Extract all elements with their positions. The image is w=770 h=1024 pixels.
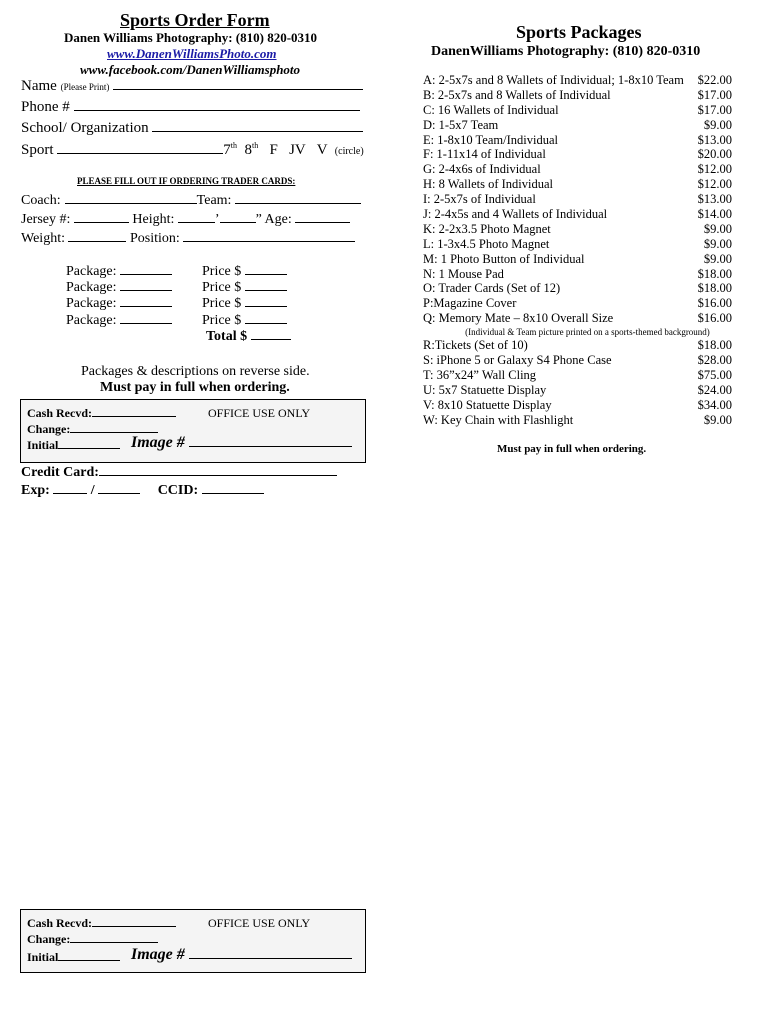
package-row-2: Package: [66, 280, 172, 296]
package-item [423, 281, 732, 296]
order-form-title: Sports Order Form [120, 10, 270, 30]
package-item [423, 296, 732, 311]
package-price: $34.00 [697, 397, 732, 412]
price-row-2: Price $ [202, 280, 287, 296]
package-price: $12.00 [697, 162, 732, 177]
package-item [423, 192, 732, 207]
height-inches-line[interactable] [220, 221, 256, 223]
phone-field[interactable] [21, 99, 360, 116]
position-input-line[interactable] [183, 240, 355, 242]
team-label: Team: [196, 193, 232, 208]
website-link[interactable]: www.DanenWilliamsPhoto.com [107, 46, 277, 61]
office-use-box [20, 399, 366, 463]
coach-label: Coach: [21, 193, 61, 208]
reverse-side-note: Packages & descriptions on reverse side. [81, 364, 310, 379]
package-name: A: 2-5x7s and 8 Wallets of Individual; 1-8x10 Team [423, 73, 684, 87]
level-v-option[interactable]: V [316, 142, 328, 158]
package-price: $9.00 [703, 412, 732, 427]
age-label: Age: [264, 212, 292, 227]
package-item [423, 311, 732, 326]
packages-company-line: DanenWilliams Photography: (810) 820-0310 [431, 44, 701, 59]
credit-card-input-line[interactable] [99, 474, 337, 476]
package-name: F: 1-11x14 of Individual [423, 147, 546, 162]
packages-pay-note: Must pay in full when ordering. [497, 443, 647, 455]
initial-field-bottom[interactable]: Initial [27, 950, 120, 965]
package-name: M: 1 Photo Button of Individual [423, 251, 585, 266]
package-item [423, 133, 732, 148]
package-item [423, 368, 732, 383]
package-item [423, 383, 732, 398]
package-name: K: 2-2x3.5 Photo Magnet [423, 221, 551, 236]
grade-8-option[interactable]: 8th [244, 141, 259, 158]
name-label: Name [21, 78, 57, 94]
package-price: $22.00 [697, 73, 732, 87]
grade-7-option[interactable]: 7th [223, 141, 237, 158]
package-name: S: iPhone 5 or Galaxy S4 Phone Case [423, 353, 612, 368]
sport-field[interactable] [21, 141, 364, 159]
name-field[interactable] [21, 78, 363, 95]
weight-position-row [21, 231, 355, 247]
package-input-2[interactable] [120, 289, 172, 291]
package-price: $17.00 [697, 102, 732, 117]
office-use-label: OFFICE USE ONLY [208, 406, 311, 420]
package-row-1: Package: [66, 264, 172, 280]
cash-received-field-bottom[interactable]: Cash Recvd: [27, 916, 176, 931]
package-item [423, 118, 732, 133]
price-row-1: Price $ [202, 264, 287, 280]
price-input-3[interactable] [245, 305, 287, 307]
age-input-line[interactable] [295, 221, 350, 223]
package-price: $20.00 [697, 147, 732, 162]
package-item [423, 338, 732, 353]
package-price: $13.00 [697, 132, 732, 147]
package-name: I: 2-5x7s of Individual [423, 192, 536, 207]
pay-in-full-note: Must pay in full when ordering. [100, 380, 290, 395]
exp-month-line[interactable] [53, 492, 87, 494]
level-f-option[interactable]: F [269, 142, 278, 158]
package-name: D: 1-5x7 Team [423, 117, 499, 132]
school-field[interactable] [21, 120, 363, 137]
price-row-3: Price $ [202, 296, 287, 312]
package-name: G: 2-4x6s of Individual [423, 162, 541, 177]
company-phone-line: Danen Williams Photography: (810) 820-0310 [64, 30, 318, 45]
facebook-link: www.facebook.com/DanenWilliamsphoto [80, 62, 301, 77]
change-field-bottom[interactable]: Change: [27, 932, 158, 947]
package-name: J: 2-4x5s and 4 Wallets of Individual [423, 207, 608, 222]
package-price: $9.00 [703, 251, 732, 266]
package-row-4: Package: [66, 313, 172, 329]
cash-received-field[interactable]: Cash Recvd: [27, 406, 176, 421]
package-item [423, 177, 732, 192]
package-price: $13.00 [697, 192, 732, 207]
price-input-2[interactable] [245, 289, 287, 291]
package-price: $18.00 [697, 266, 732, 281]
package-price: $16.00 [697, 296, 732, 311]
package-price: $9.00 [703, 236, 732, 251]
package-price: $18.00 [697, 281, 732, 296]
package-price: $24.00 [697, 382, 732, 397]
office-use-box-bottom [20, 909, 366, 973]
package-item [423, 88, 732, 103]
exp-year-line[interactable] [98, 492, 140, 494]
packages-title: Sports Packages [516, 22, 642, 42]
package-name: L: 1-3x4.5 Photo Magnet [423, 236, 550, 251]
package-price: $17.00 [697, 87, 732, 102]
package-name: W: Key Chain with Flashlight [423, 412, 574, 427]
school-label: School/ Organization [21, 120, 149, 136]
price-row-4: Price $ [202, 313, 287, 329]
package-price: $75.00 [697, 367, 732, 382]
package-input-3[interactable] [120, 305, 172, 307]
package-item [423, 222, 732, 237]
package-item [423, 252, 732, 267]
package-item [423, 237, 732, 252]
package-item [423, 353, 732, 368]
price-input-1[interactable] [245, 273, 287, 275]
phone-input-line[interactable] [74, 109, 360, 111]
jersey-height-age-row: Jersey #: Height: ’ ” Age: [21, 212, 350, 228]
package-name: V: 8x10 Statuette Display [423, 397, 552, 412]
package-item [423, 207, 732, 222]
office-use-label-bottom: OFFICE USE ONLY [208, 916, 311, 930]
name-input-line[interactable] [113, 88, 363, 90]
exp-ccid-row: Exp: / CCID: [21, 483, 264, 499]
price-input-4[interactable] [245, 322, 287, 324]
phone-label: Phone # [21, 99, 70, 115]
change-field[interactable]: Change: [27, 422, 158, 437]
package-item [423, 267, 732, 282]
package-item [423, 162, 732, 177]
credit-card-field[interactable]: Credit Card: [21, 465, 337, 481]
package-price: $12.00 [697, 177, 732, 192]
package-item [423, 103, 732, 118]
image-number-field[interactable]: Image # [131, 434, 352, 452]
circle-hint: (circle) [334, 146, 364, 157]
package-price: $14.00 [697, 207, 732, 222]
package-input-4[interactable] [120, 322, 172, 324]
coach-team-row [21, 193, 361, 209]
package-name: R:Tickets (Set of 10) [423, 338, 528, 353]
ccid-label: CCID: [157, 483, 199, 498]
package-name: B: 2-5x7s and 8 Wallets of Individual [423, 87, 611, 102]
package-name: P:Magazine Cover [423, 296, 517, 311]
package-name: C: 16 Wallets of Individual [423, 102, 559, 117]
package-list [423, 73, 732, 427]
height-label: Height: [132, 212, 175, 227]
name-hint: (Please Print) [60, 82, 110, 92]
package-name: N: 1 Mouse Pad [423, 266, 504, 281]
team-input-line[interactable] [235, 202, 361, 204]
school-input-line[interactable] [152, 130, 363, 132]
package-item [423, 73, 732, 88]
package-name: Q: Memory Mate – 8x10 Overall Size [423, 311, 614, 326]
height-feet-line[interactable] [178, 221, 215, 223]
package-item [423, 147, 732, 162]
weight-label: Weight: [21, 231, 65, 246]
package-name: O: Trader Cards (Set of 12) [423, 281, 561, 296]
weight-input-line[interactable] [68, 240, 126, 242]
package-price: $28.00 [697, 353, 732, 368]
package-item [423, 398, 732, 413]
sport-label: Sport [21, 142, 54, 158]
trader-cards-note: PLEASE FILL OUT IF ORDERING TRADER CARDS: [77, 176, 296, 186]
image-number-field-bottom[interactable]: Image # [131, 946, 352, 964]
level-jv-option[interactable]: JV [289, 142, 306, 158]
package-name: H: 8 Wallets of Individual [423, 177, 553, 192]
jersey-input-line[interactable] [74, 221, 129, 223]
package-price: $9.00 [703, 221, 732, 236]
position-label: Position: [129, 231, 180, 246]
memory-mate-note: (Individual & Team picture printed on a sports-themed background) [465, 327, 710, 338]
package-item [423, 413, 732, 428]
exp-label: Exp: [21, 483, 50, 498]
package-price: $18.00 [697, 338, 732, 353]
total-row: Total $ [206, 329, 291, 345]
package-price: $9.00 [703, 117, 732, 132]
package-name: E: 1-8x10 Team/Individual [423, 132, 558, 147]
package-input-1[interactable] [120, 273, 172, 275]
package-row-3: Package: [66, 296, 172, 312]
package-name: U: 5x7 Statuette Display [423, 382, 547, 397]
sport-input-line[interactable] [57, 152, 223, 154]
jersey-label: Jersey #: [21, 212, 71, 227]
total-input[interactable] [251, 338, 291, 340]
coach-input-line[interactable] [65, 202, 197, 204]
package-price: $16.00 [697, 311, 732, 326]
ccid-input-line[interactable] [202, 492, 264, 494]
initial-field[interactable]: Initial [27, 438, 120, 453]
package-name: T: 36”x24” Wall Cling [423, 367, 537, 382]
